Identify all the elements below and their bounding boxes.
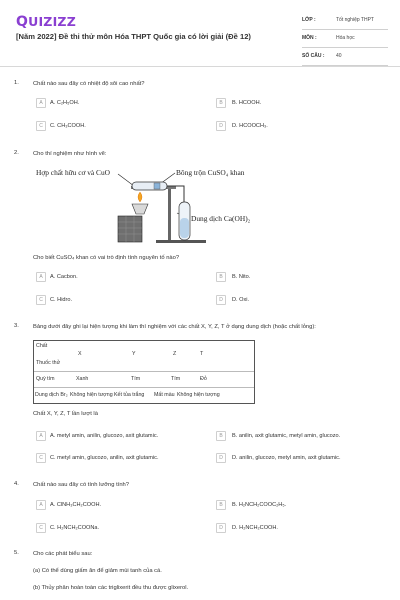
option-text: C. H₂NCH₂COONa. xyxy=(50,525,100,531)
option-text: C. Hidro. xyxy=(50,297,73,303)
question-subtext: Cho biết CuSO₄ khan có vai trò định tính nguyên tố nào? xyxy=(33,255,180,261)
table-row-divider xyxy=(34,387,254,388)
option-text: D. anilin, glucozo, metyl amin, axit glutamic. xyxy=(232,455,341,461)
option-text: D. H₂NCH₂COOH. xyxy=(232,525,278,531)
question-text: Bảng dưới đây ghi lại hiện tượng khi làm thí nghiệm với các chất X, Y, Z, T ở dạng dung dịch (hoặc chất lỏng): xyxy=(33,324,316,330)
table-cell: Xanh xyxy=(76,376,89,382)
table-row-header-label: Thuốc thử xyxy=(36,360,61,366)
option-letter-box: C xyxy=(36,295,46,305)
figure-label-limewater: Dung dịch Ca(OH)₂ xyxy=(191,214,251,223)
meta-grade xyxy=(302,12,388,30)
meta-key: SỐ CÂU : xyxy=(302,53,325,59)
option-text: C. CH₃COOH. xyxy=(50,123,86,129)
table-cell: Kết tủa trắng xyxy=(114,392,145,398)
table-cell: Không hiện tượng xyxy=(177,392,220,398)
question-subtext: Chất X, Y, Z, T lần lượt là xyxy=(33,411,98,417)
meta-question-count xyxy=(302,48,388,66)
option-text: D. Oxi. xyxy=(232,297,250,303)
option-text: B. H₂NCH₂COOC₂H₅. xyxy=(232,502,287,508)
meta-key: MÔN : xyxy=(302,35,317,41)
table-column-header: T xyxy=(200,351,204,357)
option-letter-box: D xyxy=(216,523,226,533)
experiment-apparatus-figure xyxy=(36,166,286,244)
option-letter-box: B xyxy=(216,500,226,510)
table-cell: Không hiện tượng xyxy=(70,392,113,398)
table-column-header: Y xyxy=(132,351,136,357)
statement-item: (b) Thủy phân hoàn toàn các triglixerit đều thu được glixerol. xyxy=(33,585,189,591)
question-number: 2. xyxy=(14,150,19,156)
option-text: B. HCOOH. xyxy=(232,100,262,106)
question-number: 3. xyxy=(14,323,19,329)
option-letter-box: C xyxy=(36,453,46,463)
header-divider xyxy=(0,66,400,67)
question-number: 1. xyxy=(14,80,19,86)
option-text: B. Nito. xyxy=(232,274,251,280)
question-number: 5. xyxy=(14,550,19,556)
option-letter-box: D xyxy=(216,453,226,463)
question-text: Cho thí nghiệm như hình vẽ: xyxy=(33,151,107,157)
option-letter-box: C xyxy=(36,121,46,131)
reagent-table xyxy=(33,340,255,404)
table-cell: Mất màu xyxy=(154,392,175,398)
quizizz-logo: QUIZIZZ xyxy=(16,14,76,30)
table-row-divider xyxy=(34,371,254,372)
option-text: A. Cacbon. xyxy=(50,274,78,280)
option-letter-box: B xyxy=(216,431,226,441)
question-number: 4. xyxy=(14,481,19,487)
meta-value: 40 xyxy=(336,53,342,59)
table-cell: Dung dịch Br₂ xyxy=(35,392,68,398)
option-text: D. HCOOCH₃. xyxy=(232,123,268,129)
question-text: Chất nào sau đây có tính lưỡng tính? xyxy=(33,482,129,488)
table-cell: Tím xyxy=(171,376,181,382)
figure-label-organic-compound: Hợp chất hữu cơ và CuO xyxy=(36,168,111,177)
table-cell: Tím xyxy=(131,376,141,382)
meta-value: Tốt nghiệp THPT xyxy=(336,17,374,23)
option-letter-box: A xyxy=(36,431,46,441)
table-column-header: X xyxy=(78,351,82,357)
option-letter-box: B xyxy=(216,98,226,108)
option-letter-box: A xyxy=(36,98,46,108)
figure-label-cotton: Bông trộn CuSO₄ khan xyxy=(176,168,245,177)
option-letter-box: D xyxy=(216,121,226,131)
worksheet-meta xyxy=(302,12,388,66)
meta-subject xyxy=(302,30,388,48)
option-text: A. metyl amin, anilin, glucozo, axit glutamic. xyxy=(50,433,159,439)
option-text: B. anilin, axit glutamic, metyl amin, glucozo. xyxy=(232,433,341,439)
option-letter-box: D xyxy=(216,295,226,305)
table-cell: Quỳ tím xyxy=(36,376,55,382)
question-text: Chất nào sau đây có nhiệt độ sôi cao nhất? xyxy=(33,81,145,87)
table-cell: Đỏ xyxy=(200,376,207,382)
option-letter-box: C xyxy=(36,523,46,533)
question-text: Cho các phát biểu sau: xyxy=(33,551,93,557)
table-column-header: Z xyxy=(173,351,177,357)
statement-item: (a) Có thể dùng giấm ăn để giảm mùi tanh của cá. xyxy=(33,568,162,574)
meta-value: Hóa học xyxy=(336,35,355,41)
option-letter-box: A xyxy=(36,500,46,510)
option-text: A. C₂H₅OH. xyxy=(50,100,80,106)
option-text: A. ClNH₃CH₂COOH. xyxy=(50,502,102,508)
worksheet-title: [Năm 2022] Đề thi thử môn Hóa THPT Quốc gia có lời giải (Đề 12) xyxy=(16,32,251,41)
meta-key: LỚP : xyxy=(302,17,316,23)
option-letter-box: A xyxy=(36,272,46,282)
table-corner-label: Chất xyxy=(36,343,48,349)
option-letter-box: B xyxy=(216,272,226,282)
worksheet-header xyxy=(0,0,400,66)
option-text: C. metyl amin, glucozo, anilin, axit glutamic. xyxy=(50,455,159,461)
